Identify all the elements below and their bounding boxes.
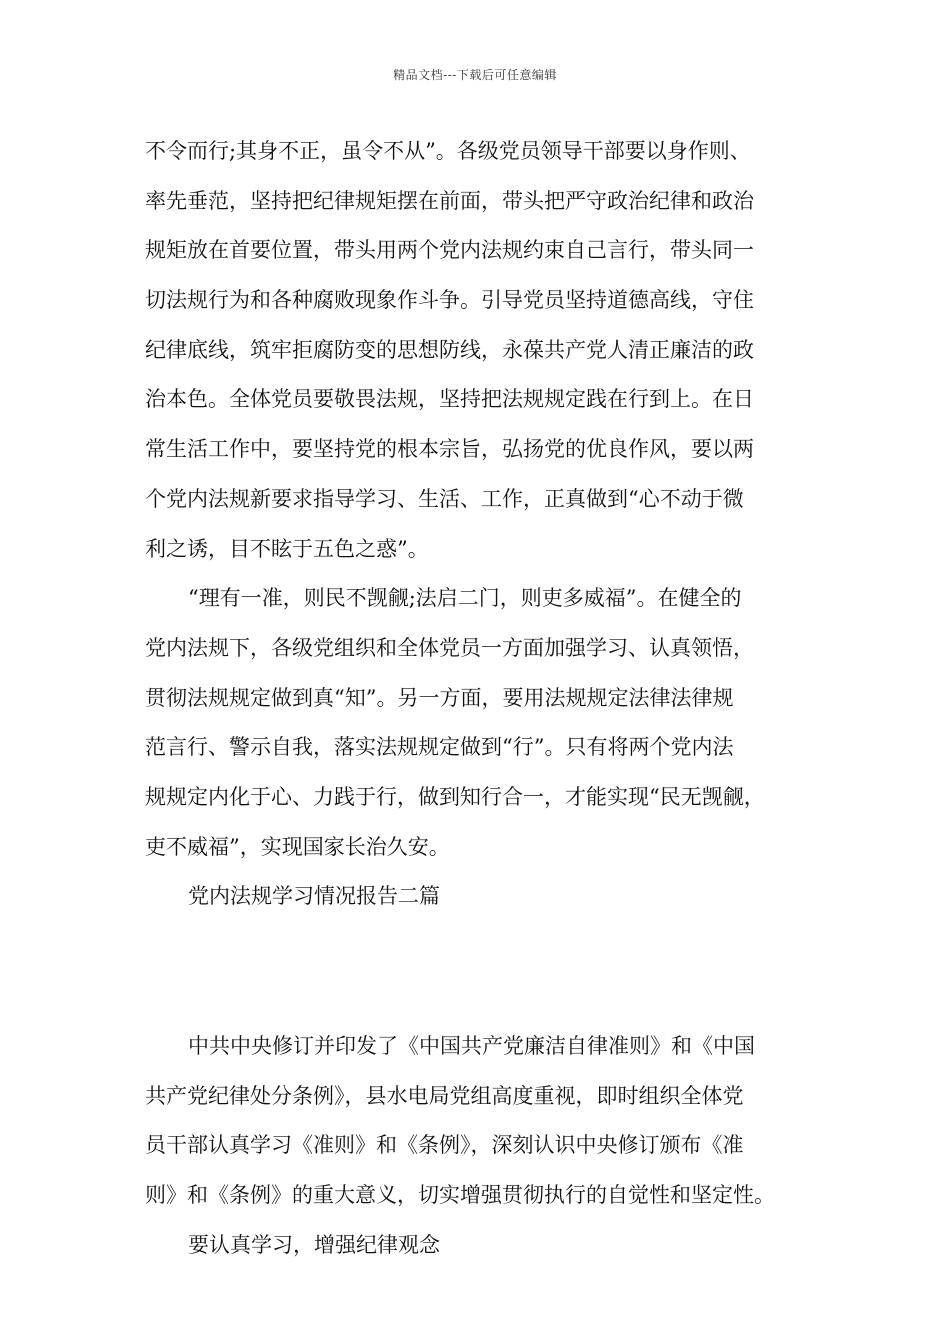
document-body <box>145 127 825 1270</box>
text-line: 规规定内化于心、力践于行，做到知行合一，才能实现“民无觊觎， <box>145 784 765 809</box>
text-line: 规矩放在首要位置，带头用两个党内法规约束自己言行，带头同一 <box>145 238 754 263</box>
paragraph-2 <box>145 574 825 872</box>
subsection-heading: 要认真学习，增强纪律观念 <box>188 1232 440 1257</box>
text-line: “理有一准，则民不觊觎;法启二门，则吏多威福”。在健全的 <box>188 586 742 611</box>
section-gap <box>145 922 825 1022</box>
text-line: 常生活工作中，要坚持党的根本宗旨，弘扬党的优良作风，要以两 <box>145 437 754 462</box>
paragraph-3 <box>145 1022 825 1221</box>
text-line: 中共中央修订并印发了《中国共产党廉洁自律准则》和《中国 <box>188 1034 755 1058</box>
text-line: 则》和《条例》的重大意义，切实增强贯彻执行的自觉性和坚定性。 <box>145 1183 775 1208</box>
text-line: 切法规行为和各种腐败现象作斗争。引导党员坚持道德高线，守住 <box>145 288 754 313</box>
text-line: 贯彻法规规定做到真“知”。另一方面，要用法规规定法律法律规 <box>145 685 734 710</box>
text-line: 员干部认真学习《准则》和《条例》，深刻认识中央修订颁布《准 <box>145 1133 744 1158</box>
text-line: 党内法规下，各级党组织和全体党员一方面加强学习、认真领悟， <box>145 635 754 660</box>
text-line: 范言行、警示自我，落实法规规定做到“行”。只有将两个党内法 <box>145 735 734 760</box>
text-line: 利之诱，目不眩于五色之惑”。 <box>145 536 429 561</box>
section-title: 党内法规学习情况报告二篇 <box>188 884 440 909</box>
page-header: 精品文档---下载后可任意编辑 <box>393 68 557 82</box>
text-line: 率先垂范，坚持把纪律规矩摆在前面，带头把严守政治纪律和政治 <box>145 188 754 213</box>
paragraph-1 <box>145 127 825 574</box>
text-line: 纪律底线，筑牢拒腐防变的思想防线，永葆共产党人清正廉洁的政 <box>145 337 754 362</box>
text-line: 个党内法规新要求指导学习、生活、工作，正真做到“心不动于微 <box>145 486 744 511</box>
text-line: 吏不威福”，实现国家长治久安。 <box>145 834 450 859</box>
text-line: 不令而行;其身不正，虽令不从”。各级党员领导干部要以身作则、 <box>145 139 751 163</box>
text-line: 治本色。全体党员要敬畏法规，坚持把法规规定践在行到上。在日 <box>145 387 754 412</box>
text-line: 共产党纪律处分条例》，县水电局党组高度重视，即时组织全体党 <box>145 1083 744 1108</box>
